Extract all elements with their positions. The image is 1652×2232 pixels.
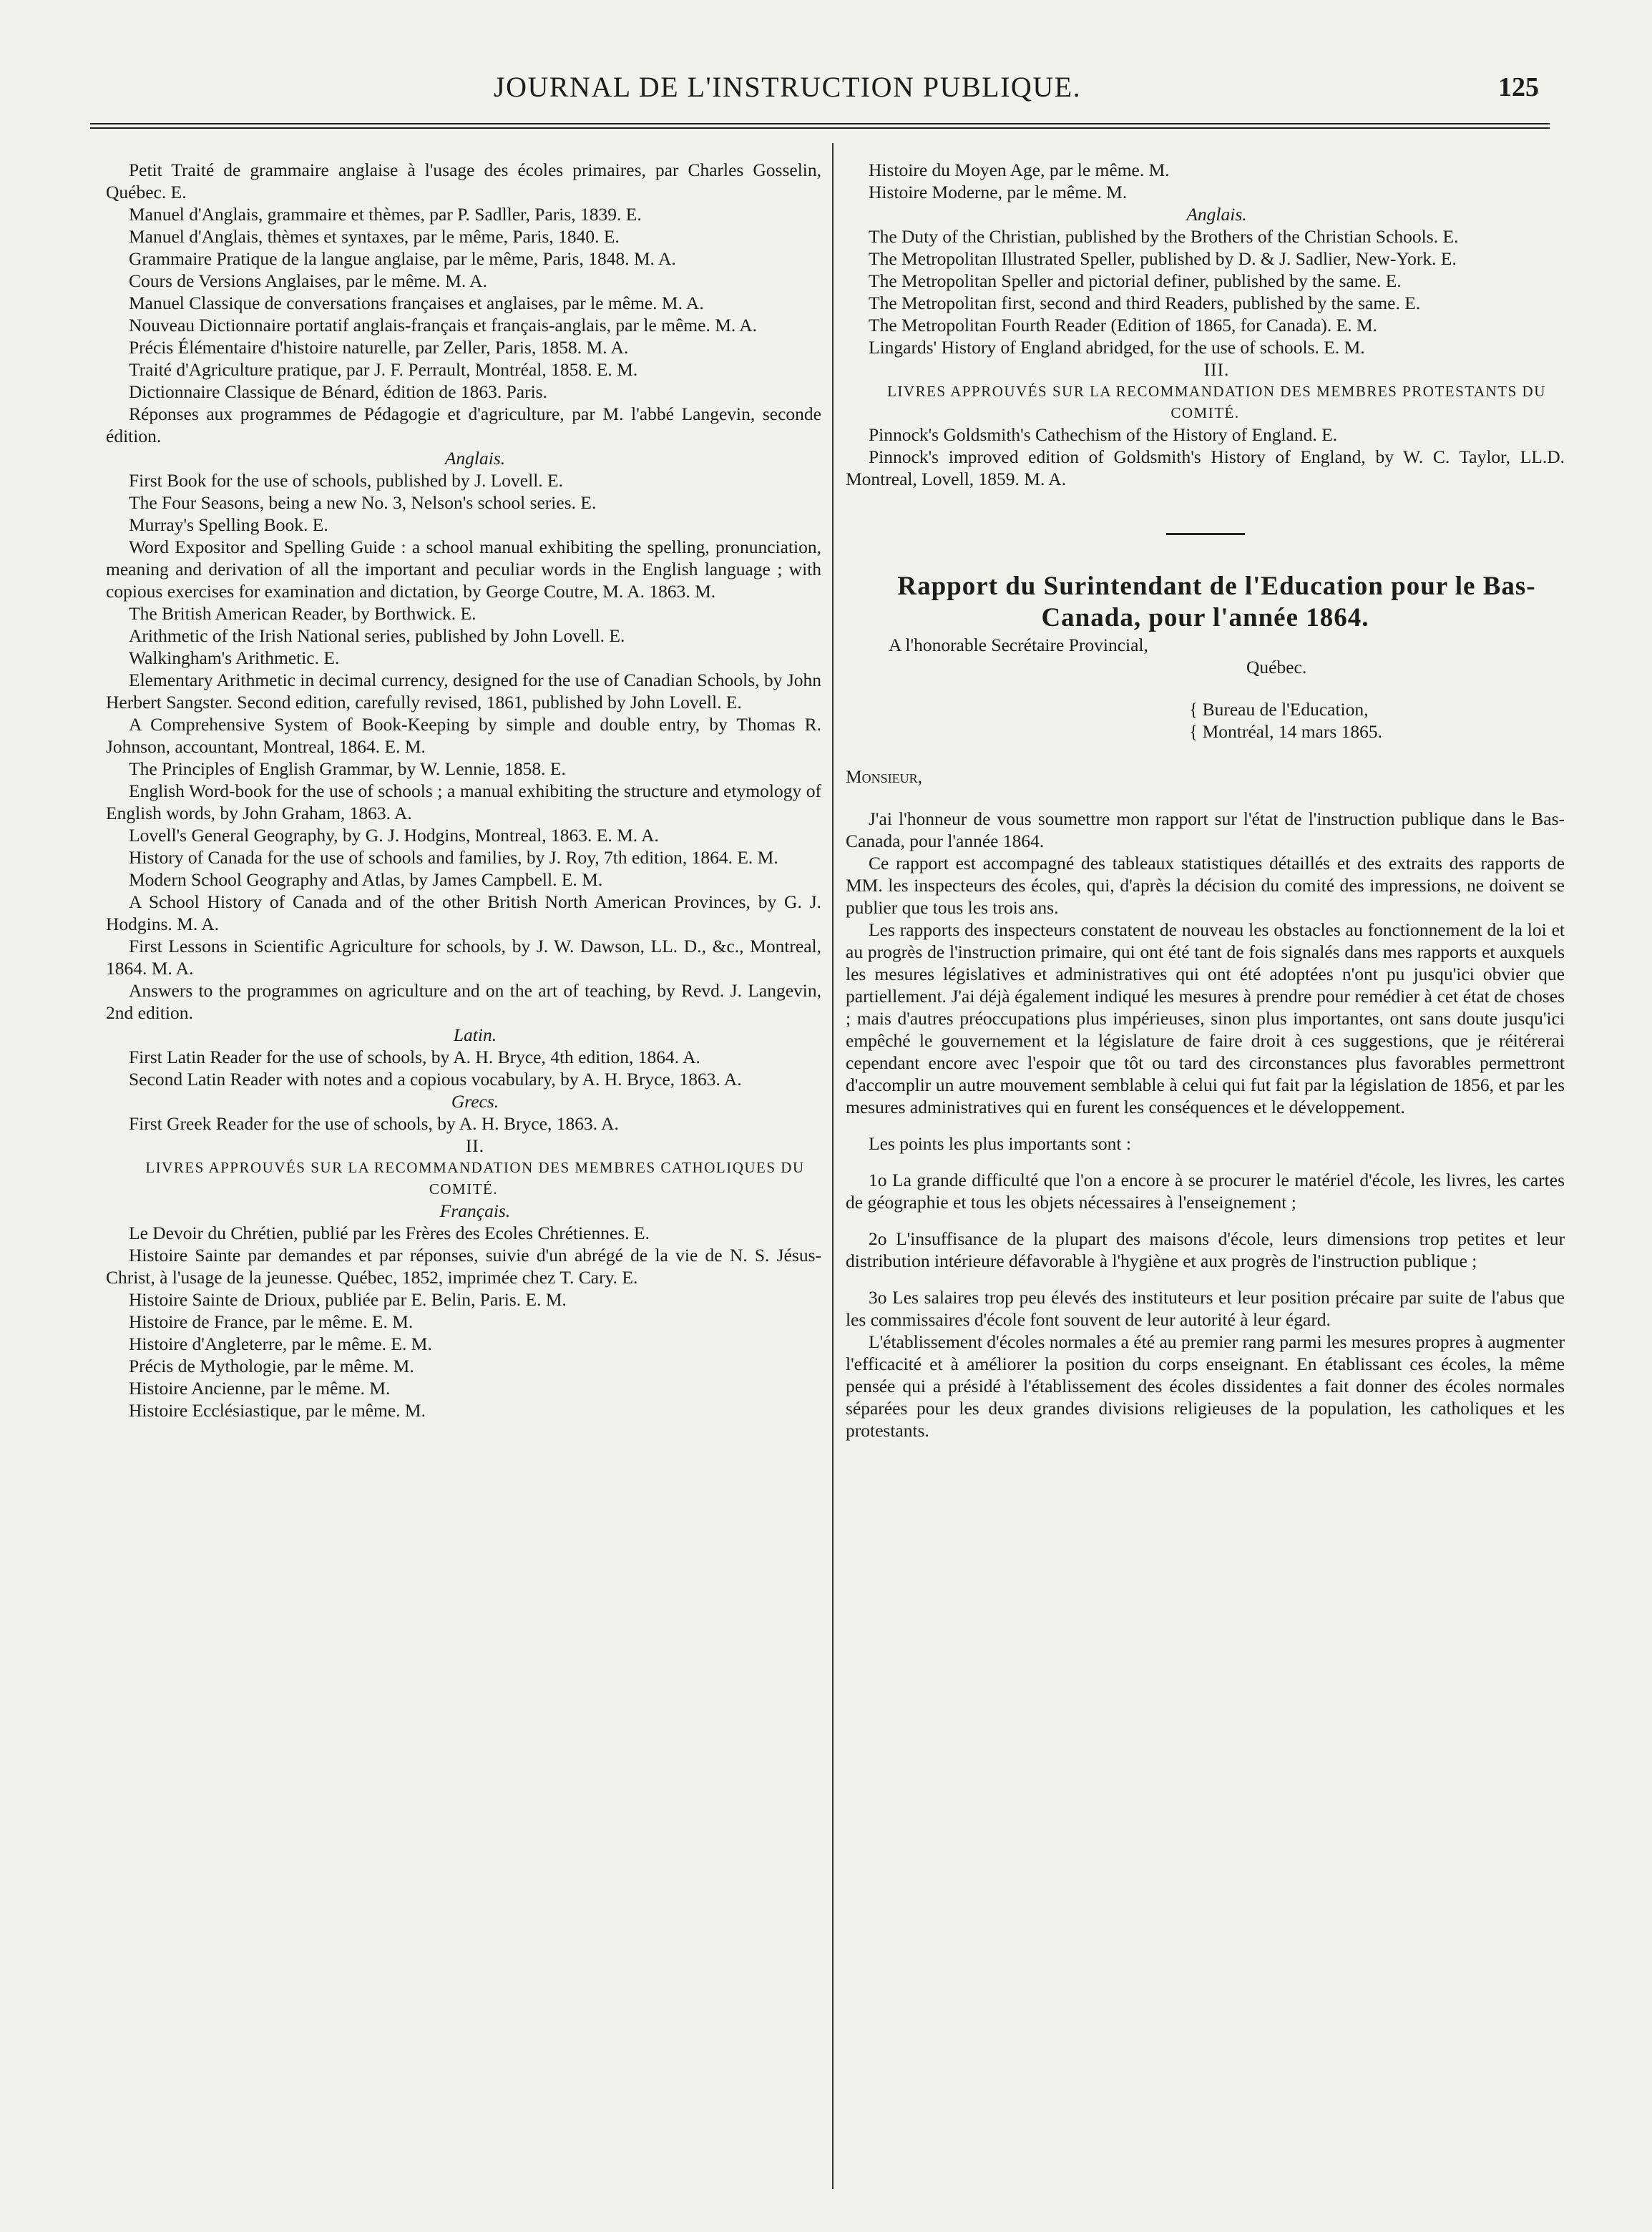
entry: Histoire Sainte de Drioux, publiée par E. Belin, Paris. E. M. xyxy=(129,1289,567,1310)
subsection-heading-latin: Latin. xyxy=(453,1024,497,1045)
section-heading-ii: LIVRES APPROUVÉS SUR LA RECOMMANDATION DES MEMBRES CATHOLIQUES DU COMITÉ. xyxy=(145,1159,805,1198)
report-paragraph: 3o Les salaires trop peu élevés des instituteurs et leur position précaire par suite de l'abus que les commissaires d'école font souvent de leur autorité à leur égard. xyxy=(846,1287,1565,1330)
entry: History of Canada for the use of schools and families, by J. Roy, 7th edition, 1864. E. M. xyxy=(129,847,778,868)
entry: Histoire Ecclésiastique, par le même. M. xyxy=(129,1400,426,1421)
entry: Arithmetic of the Irish National series, published by John Lovell. E. xyxy=(129,625,625,646)
report-paragraph: Les rapports des inspecteurs constatent de nouveau les obstacles au fonctionnement de la loi et au progrès de l'instruction primaire, qui ont été tant de fois signalés dans mes rapports et auxquels les mesures législatives et administratives qui ont été adoptées n'ont pu jusqu'ici obvier que partiellement. J'ai déjà également indiqué les mesures à prendre pour remédier à cet état de choses ; mais d'autres préoccupations plus impérieuses, sinon plus importantes, ont sans doute jusqu'ici empêché le gouvernement et la législature de faire droit à ces suggestions, que je réitérerai cependant encore avec l'espoir que tôt ou tard des circonstances plus favorables permettront d'accomplir un autre mouvement semblable à celui qui fut fait par la législation de 1856, et par les mesures administratives qui en furent les conséquences et le développement. xyxy=(846,919,1565,1117)
running-title: JOURNAL DE L'INSTRUCTION PUBLIQUE. xyxy=(494,71,1082,103)
entry: Grammaire Pratique de la langue anglaise, par le même, Paris, 1848. M. A. xyxy=(129,248,676,269)
section-heading-iii: LIVRES APPROUVÉS SUR LA RECOMMANDATION DES MEMBRES PROTESTANTS DU COMITÉ. xyxy=(887,383,1546,421)
entry: Modern School Geography and Atlas, by James Campbell. E. M. xyxy=(129,869,603,890)
entry: English Word-book for the use of schools ; a manual exhibiting the structure and etymology of English words, by John Graham, 1863. A. xyxy=(106,780,821,823)
entry: Murray's Spelling Book. E. xyxy=(129,514,328,535)
report-paragraph: J'ai l'honneur de vous soumettre mon rapport sur l'état de l'instruction publique dans le Bas-Canada, pour l'année 1864. xyxy=(846,808,1565,851)
report-paragraph: 2o L'insuffisance de la plupart des maisons d'école, leurs dimensions trop petites et leur distribution intérieure défavorable à l'hygiène et aux progrès de l'instruction publique ; xyxy=(846,1228,1565,1271)
entry: Manuel d'Anglais, grammaire et thèmes, par P. Sadller, Paris, 1839. E. xyxy=(129,204,642,225)
subsection-heading-anglais: Anglais. xyxy=(444,448,506,469)
entry: Histoire Moderne, par le même. M. xyxy=(869,182,1128,202)
entry: First Lessons in Scientific Agriculture for schools, by J. W. Dawson, LL. D., &c., Montreal, 1864. M. A. xyxy=(106,936,821,979)
bureau-date: { Montréal, 14 mars 1865. xyxy=(1189,721,1383,742)
report-title: Rapport du Surintendant de l'Education pour le Bas-Canada, pour l'année 1864. xyxy=(897,572,1536,632)
entry: The British American Reader, by Borthwick. E. xyxy=(129,603,476,624)
entry: Histoire Ancienne, par le même. M. xyxy=(129,1378,391,1399)
salutation: Monsieur, xyxy=(846,766,923,787)
entry: First Book for the use of schools, published by J. Lovell. E. xyxy=(129,470,563,491)
entry: Lingards' History of England abridged, for the use of schools. E. M. xyxy=(869,337,1365,358)
address-line: A l'honorable Secrétaire Provincial, xyxy=(889,635,1148,655)
entry: Second Latin Reader with notes and a copious vocabulary, by A. H. Bryce, 1863. A. xyxy=(129,1069,742,1090)
entry: Nouveau Dictionnaire portatif anglais-français et français-anglais, par le même. M. A. xyxy=(129,315,757,336)
section-divider xyxy=(1166,533,1245,535)
entry: The Duty of the Christian, published by the Brothers of the Christian Schools. E. xyxy=(869,226,1459,247)
entry: First Latin Reader for the use of schools, by A. H. Bryce, 4th edition, 1864. A. xyxy=(129,1047,700,1067)
report-paragraph: Ce rapport est accompagné des tableaux statistiques détaillés et des extraits des rapports de MM. les inspecteurs des écoles, qui, d'après la décision du comité des impressions, ne doivent se publier que tous les trois ans. xyxy=(846,853,1565,918)
entry: Dictionnaire Classique de Bénard, édition de 1863. Paris. xyxy=(129,381,547,402)
entry: Précis Élémentaire d'histoire naturelle, par Zeller, Paris, 1858. M. A. xyxy=(129,337,629,358)
entry: Histoire de France, par le même. E. M. xyxy=(129,1311,414,1332)
report-paragraph: Les points les plus importants sont : xyxy=(869,1133,1131,1154)
report-paragraph: L'établissement d'écoles normales a été au premier rang parmi les mesures propres à augmenter l'efficacité et à améliorer la position du corps enseignant. En établissant ces écoles, la même pensée qui a présidé à l'établissement des écoles dissidentes a fait donner des écoles normales séparées pour les deux grandes divisions religieuses de la population, les catholiques et les protestants. xyxy=(846,1331,1565,1441)
header-rule-top xyxy=(90,123,1550,124)
entry: Walkingham's Arithmetic. E. xyxy=(129,647,340,668)
entry: A School History of Canada and of the other British North American Provinces, by G. J. Hodgins. M. A. xyxy=(106,891,821,934)
left-column xyxy=(106,159,821,1421)
entry: Word Expositor and Spelling Guide : a school manual exhibiting the spelling, pronunciation, meaning and derivation of all the important and peculiar words in the English language ; with copious exercises for examination and dictation, by George Coutre, M. A. 1863. M. xyxy=(106,537,821,602)
entry: Cours de Versions Anglaises, par le même. M. A. xyxy=(129,270,487,291)
entry: Histoire Sainte par demandes et par réponses, suivie d'un abrégé de la vie de N. S. Jésus-Christ, à l'usage de la jeunesse. Québec, 1852, imprimée chez T. Cary. E. xyxy=(106,1245,821,1288)
header-rule-bottom xyxy=(90,127,1550,129)
entry: Answers to the programmes on agriculture and on the art of teaching, by Revd. J. Langevin, 2nd edition. xyxy=(106,980,821,1023)
column-rule xyxy=(832,143,834,2189)
entry: Manuel Classique de conversations françaises et anglaises, par le même. M. A. xyxy=(129,293,704,313)
entry: Réponses aux programmes de Pédagogie et d'agriculture, par M. l'abbé Langevin, seconde édition. xyxy=(106,403,821,446)
report-paragraph: 1o La grande difficulté que l'on a encore à se procurer le matériel d'école, les livres, les cartes de géographie et tous les objets nécessaires à l'enseignement ; xyxy=(846,1170,1565,1213)
entry: The Principles of English Grammar, by W. Lennie, 1858. E. xyxy=(129,758,566,779)
entry: Histoire d'Angleterre, par le même. E. M. xyxy=(129,1333,432,1354)
running-head xyxy=(0,70,1652,113)
entry: The Four Seasons, being a new No. 3, Nelson's school series. E. xyxy=(129,492,597,513)
entry: The Metropolitan Fourth Reader (Edition of 1865, for Canada). E. M. xyxy=(869,315,1377,336)
address-city: Québec. xyxy=(1246,657,1307,677)
bureau-line: { Bureau de l'Education, xyxy=(1189,699,1369,720)
section-number-ii: II. xyxy=(465,1135,485,1156)
entry: The Metropolitan first, second and third Readers, published by the same. E. xyxy=(869,293,1421,313)
section-number-iii: III. xyxy=(1203,359,1230,380)
entry: Histoire du Moyen Age, par le même. M. xyxy=(869,160,1170,180)
entry: Pinnock's Goldsmith's Cathechism of the History of England. E. xyxy=(869,424,1338,445)
entry: Précis de Mythologie, par le même. M. xyxy=(129,1356,414,1376)
entry: A Comprehensive System of Book-Keeping by simple and double entry, by Thomas R. Johnson, accountant, Montreal, 1864. E. M. xyxy=(106,714,821,757)
right-column xyxy=(846,159,1565,1442)
entry: Petit Traité de grammaire anglaise à l'usage des écoles primaires, par Charles Gosselin, Québec. E. xyxy=(106,160,821,202)
entry: Pinnock's improved edition of Goldsmith's History of England, by W. C. Taylor, LL.D. Montreal, Lovell, 1859. M. A. xyxy=(846,446,1565,489)
subsection-heading-grecs: Grecs. xyxy=(451,1091,499,1112)
entry: Traité d'Agriculture pratique, par J. F. Perrault, Montréal, 1858. E. M. xyxy=(129,359,638,380)
page-number: 125 xyxy=(1498,72,1539,102)
entry: The Metropolitan Illustrated Speller, published by D. & J. Sadlier, New-York. E. xyxy=(869,248,1457,269)
subsection-heading-anglais: Anglais. xyxy=(1186,204,1247,225)
entry: Le Devoir du Chrétien, publié par les Frères des Ecoles Chrétiennes. E. xyxy=(129,1223,650,1243)
entry: Manuel d'Anglais, thèmes et syntaxes, par le même, Paris, 1840. E. xyxy=(129,226,620,247)
entry: Elementary Arithmetic in decimal currency, designed for the use of Canadian Schools, by John Herbert Sangster. Second edition, carefully revised, 1861, published by John Lovell. E. xyxy=(106,670,821,713)
entry: The Metropolitan Speller and pictorial definer, published by the same. E. xyxy=(869,270,1402,291)
entry: Lovell's General Geography, by G. J. Hodgins, Montreal, 1863. E. M. A. xyxy=(129,825,659,846)
entry: First Greek Reader for the use of schools, by A. H. Bryce, 1863. A. xyxy=(129,1113,619,1134)
subsection-heading-francais: Français. xyxy=(439,1200,511,1221)
